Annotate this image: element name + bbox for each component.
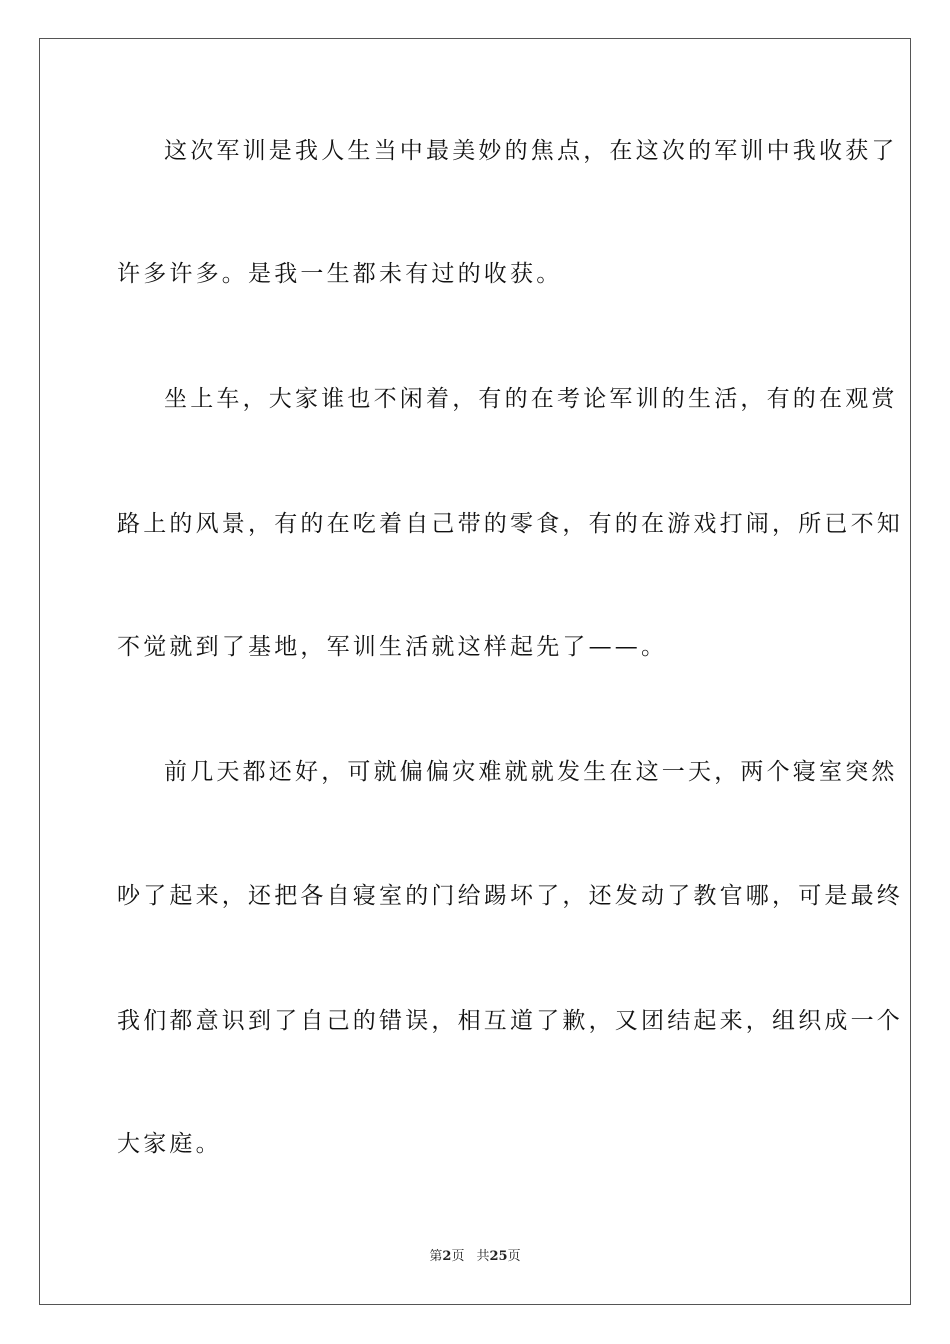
page-label-prefix: 第: [429, 1249, 443, 1264]
paragraph-3-line-1: 前几天都还好，可就偏偏灾难就就发生在这一天，两个寝室突然: [164, 759, 898, 785]
total-label-suffix: 页: [507, 1249, 521, 1264]
total-pages: 25: [489, 1249, 508, 1264]
paragraph-2-line-2: 路上的风景，有的在吃着自己带的零食，有的在游戏打闹，所已不知: [117, 511, 903, 537]
page-number: 2: [442, 1249, 452, 1264]
page-footer: [0, 1248, 950, 1266]
paragraph-1-line-2: 许多许多。是我一生都未有过的收获。: [117, 261, 563, 287]
total-label-prefix: 共: [476, 1249, 490, 1264]
page-label-suffix: 页: [451, 1249, 465, 1264]
paragraph-2-line-1: 坐上车，大家谁也不闲着，有的在考论军训的生活，有的在观赏: [164, 386, 898, 412]
paragraph-1-line-1: 这次军训是我人生当中最美妙的焦点，在这次的军训中我收获了: [164, 138, 898, 164]
paragraph-3-line-2: 吵了起来，还把各自寝室的门给踢坏了，还发动了教官哪，可是最终: [117, 883, 903, 909]
paragraph-2-line-3: 不觉就到了基地，军训生活就这样起先了——。: [117, 634, 668, 660]
page-frame: [39, 38, 911, 1305]
paragraph-3-line-3: 我们都意识到了自己的错误，相互道了歉，又团结起来，组织成一个: [117, 1008, 903, 1034]
paragraph-3-line-4: 大家庭。: [117, 1131, 222, 1157]
